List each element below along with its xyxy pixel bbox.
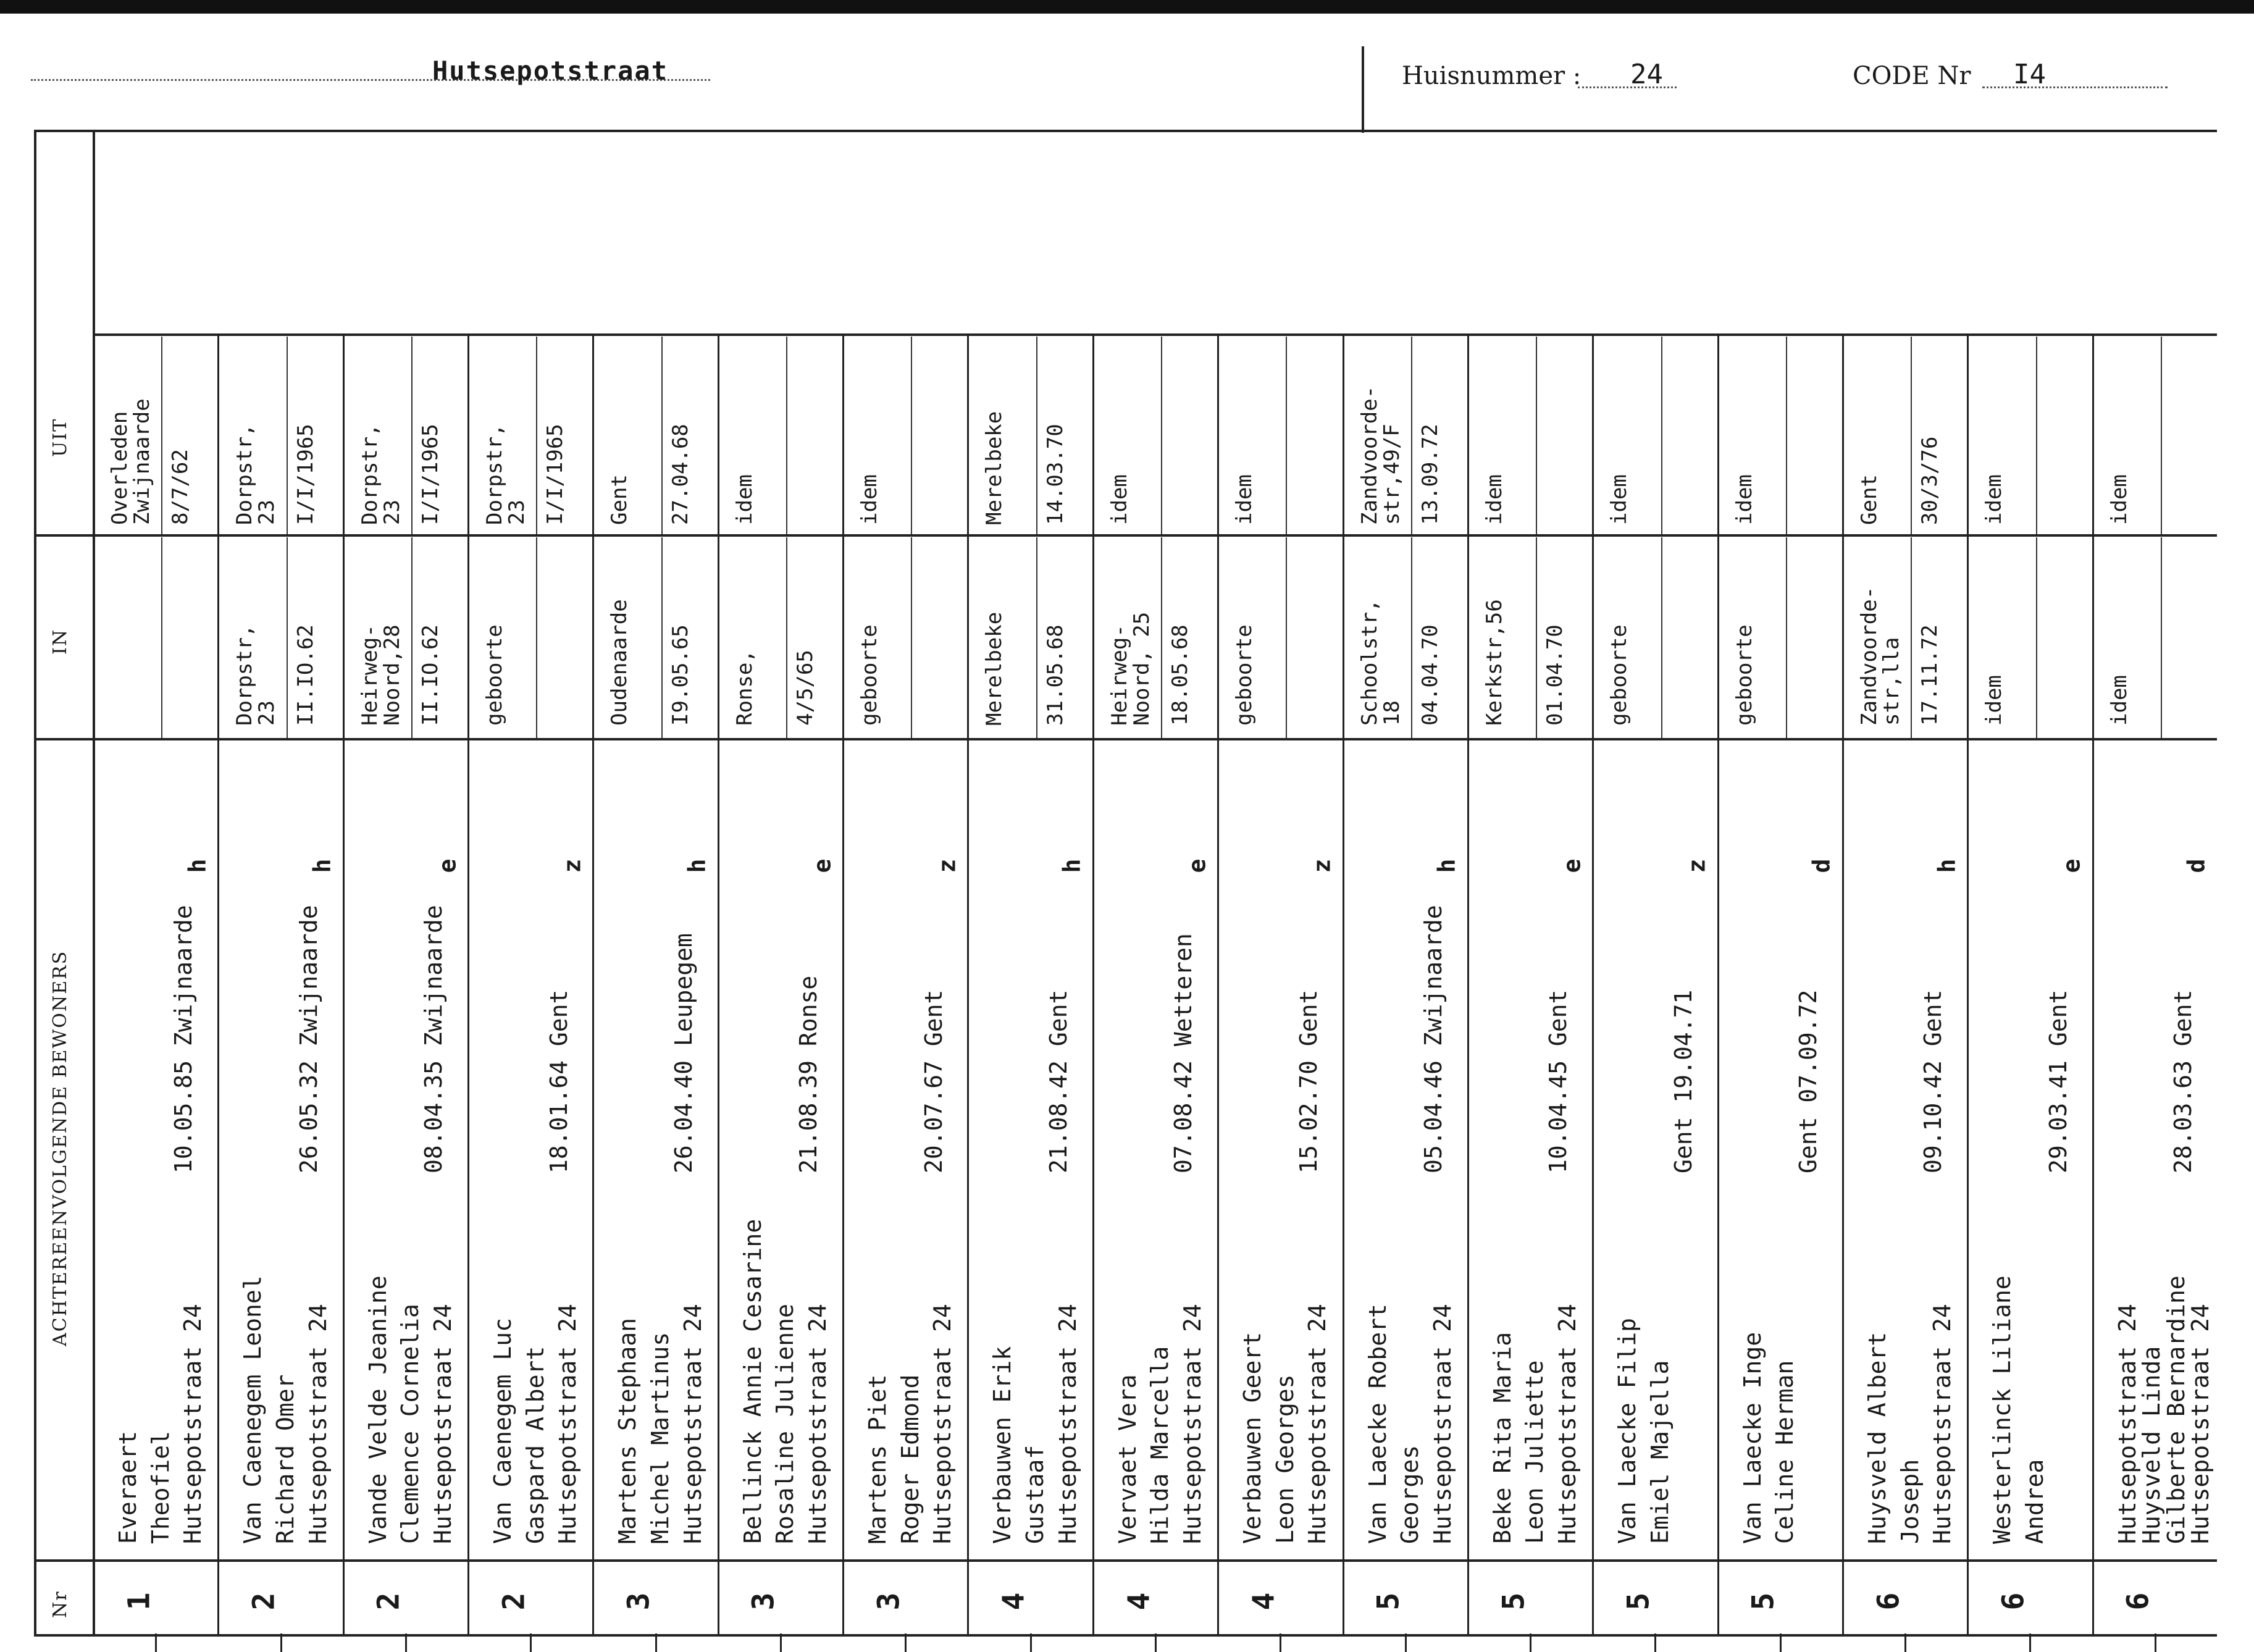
resident-name-line: Hilda Marcella: [1146, 1346, 1174, 1544]
resident-name-line: Vervaet Vera: [1113, 1374, 1141, 1544]
row-number: 4: [1121, 1592, 1156, 1611]
out-cell-split: [1661, 337, 1662, 534]
out-cell-split: [1286, 337, 1287, 534]
row-separator: [1343, 333, 1344, 1637]
row-separator: [1717, 333, 1719, 1637]
out-cell-split: [2161, 337, 2162, 534]
out-cell-split: [786, 337, 787, 534]
out-date: 13.09.72: [1417, 424, 1443, 525]
row-number: 5: [1621, 1592, 1656, 1611]
bottom-tick: [1530, 1633, 1531, 1652]
house-number-value: 24: [1630, 59, 1663, 90]
in-cell-split: [786, 537, 787, 738]
row-number: 2: [496, 1592, 532, 1611]
bottom-tick: [155, 1633, 157, 1652]
resident-sex: e: [2058, 858, 2085, 873]
row-number: 5: [1746, 1592, 1781, 1611]
resident-name-line: Hutsepotstraat 24: [803, 1304, 831, 1544]
resident-name-line: Martens Stephaan: [614, 1317, 642, 1544]
row-separator: [2092, 333, 2094, 1637]
in-cell-split: [1036, 537, 1037, 738]
uit-in-line: [34, 534, 2217, 537]
resident-name-line: Hutsepotstraat 24: [1054, 1304, 1081, 1544]
resident-name-line: Hutsepotstraat 24: [304, 1304, 332, 1544]
resident-sex: h: [1933, 858, 1961, 873]
resident-birth: Gent 07.09.72: [1795, 989, 1822, 1173]
resident-sex: h: [183, 858, 211, 873]
out-cell-split: [911, 337, 912, 534]
bottom-tick: [2155, 1633, 2156, 1652]
code-label: CODE Nr: [1853, 62, 1971, 90]
out-place-line: Zandvoorde-: [1357, 385, 1382, 525]
out-place-line: idem: [1107, 474, 1132, 525]
in-place-line: 23: [254, 700, 280, 726]
bottom-tick: [280, 1633, 282, 1652]
resident-birth: 08.04.35 Zwijnaarde: [420, 905, 448, 1173]
resident-birth: 21.08.42 Gent: [1044, 989, 1072, 1173]
row-separator: [718, 333, 719, 1637]
row-number: 5: [1496, 1592, 1531, 1611]
out-cell-split: [161, 337, 162, 534]
resident-name-line: Michel Martinus: [647, 1331, 674, 1544]
out-cell-split: [1536, 337, 1537, 534]
top-scan-band: [0, 0, 2254, 14]
row-separator: [592, 333, 594, 1637]
row-number: 2: [246, 1592, 282, 1611]
resident-sex: d: [2182, 858, 2210, 873]
in-place-line: geboorte: [1607, 624, 1632, 726]
in-cell-split: [661, 537, 663, 738]
row-number: 3: [621, 1592, 656, 1611]
in-date: 18.05.68: [1168, 624, 1193, 726]
resident-name-line: Huysveld Albert: [1863, 1331, 1891, 1544]
row-number: 6: [1871, 1592, 1906, 1611]
row-separator: [842, 333, 844, 1637]
resident-name-line: Van Laecke Robert: [1364, 1304, 1391, 1544]
row-number: 6: [2121, 1592, 2156, 1611]
out-cell-split: [287, 337, 288, 534]
resident-birth: 20.07.67 Gent: [920, 989, 947, 1173]
bottom-tick: [1405, 1633, 1407, 1652]
resident-name-line: Hutsepotstraat 24: [2113, 1304, 2141, 1544]
row-separator: [1967, 333, 1969, 1637]
resident-birth: 10.05.85 Zwijnaarde: [170, 905, 198, 1173]
residents-nr-line: [34, 1559, 2217, 1562]
out-place-line: idem: [1481, 474, 1507, 525]
in-cell-split: [287, 537, 288, 738]
resident-sex: h: [1433, 858, 1460, 873]
resident-name-line: Hutsepotstraat 24: [1428, 1304, 1456, 1544]
bottom-tick: [1280, 1633, 1281, 1652]
resident-birth: 15.02.70 Gent: [1294, 989, 1322, 1173]
resident-name-line: Georges: [1396, 1444, 1424, 1544]
in-date: 04.04.70: [1417, 624, 1443, 726]
street-name: Hutsepotstraat: [432, 56, 669, 86]
out-cell-split: [1036, 337, 1037, 534]
in-place-line: geboorte: [1732, 624, 1757, 726]
resident-sex: h: [683, 858, 711, 873]
in-place-line: Oudenaarde: [607, 599, 632, 726]
resident-name-line: Theofiel: [146, 1430, 174, 1544]
out-place-line: Gent: [1856, 474, 1882, 525]
resident-name-line: Van Caenegem Luc: [489, 1317, 517, 1544]
out-cell-split: [661, 337, 663, 534]
out-cell-split: [2036, 337, 2037, 534]
resident-birth: 26.04.40 Leupegem: [669, 933, 697, 1173]
resident-name-line: Hutsepotstraat 24: [1304, 1304, 1331, 1544]
out-place-line: str,49/F: [1379, 424, 1404, 525]
resident-sex: h: [308, 858, 336, 873]
out-place-line: idem: [1232, 474, 1257, 525]
resident-name-line: Verbauwen Erik: [989, 1346, 1016, 1544]
out-date: I/I/1965: [418, 424, 443, 525]
resident-name-line: Roger Edmond: [896, 1374, 924, 1544]
header-divider: [1362, 46, 1364, 133]
in-place-line: 18: [1379, 700, 1404, 726]
in-place-line: geboorte: [482, 624, 508, 726]
in-cell-split: [1536, 537, 1537, 738]
out-cell-split: [411, 337, 413, 534]
resident-name-line: Bellinck Annie Cesarine: [739, 1218, 766, 1544]
in-place-line: Ronse,: [732, 650, 757, 726]
in-cell-split: [1661, 537, 1662, 738]
out-place-line: 23: [505, 500, 530, 525]
in-cell-split: [1411, 537, 1412, 738]
out-date: 8/7/62: [168, 449, 193, 525]
resident-name-line: Hutsepotstraat 24: [1929, 1304, 1956, 1544]
in-date: 31.05.68: [1042, 624, 1068, 726]
bottom-tick: [1155, 1633, 1157, 1652]
row-number: 6: [1996, 1592, 2031, 1611]
bottom-tick: [655, 1633, 657, 1652]
resident-sex: h: [1058, 858, 1086, 873]
in-cell-split: [2161, 537, 2162, 738]
resident-name-line: Celine Herman: [1771, 1360, 1799, 1544]
resident-birth: 28.03.63 Gent: [2169, 989, 2197, 1173]
resident-sex: e: [1558, 858, 1586, 873]
out-date: 27.04.68: [668, 424, 693, 525]
resident-birth: 26.05.32 Zwijnaarde: [295, 905, 322, 1173]
in-cell-split: [1161, 537, 1162, 738]
row-number: 2: [371, 1592, 406, 1611]
out-cell-split: [536, 337, 537, 534]
row-number: 4: [1246, 1592, 1281, 1611]
row-separator: [1592, 333, 1594, 1637]
in-place-line: Schoolstr,: [1357, 599, 1382, 726]
in-cell-split: [536, 537, 537, 738]
row-separator: [217, 333, 219, 1637]
resident-sex: z: [1683, 858, 1711, 873]
resident-name-line: Van Laecke Inge: [1738, 1331, 1766, 1544]
out-cell-split: [1161, 337, 1162, 534]
header-column-separator: [93, 130, 95, 1637]
in-place-line: idem: [2106, 675, 2132, 726]
resident-name-line: Beke Rita Maria: [1488, 1331, 1516, 1544]
bottom-tick: [1030, 1633, 1032, 1652]
resident-name-line: Van Caenegem Leonel: [239, 1275, 267, 1544]
in-place-line: str,lla: [1879, 637, 1904, 726]
in-place-line: Zandvoorde-: [1856, 586, 1882, 726]
resident-name-line: Huysveld Linda: [2138, 1346, 2166, 1544]
uit-header: UIT: [49, 417, 71, 457]
in-cell-split: [161, 537, 162, 738]
nr-header: Nr: [49, 1590, 71, 1618]
in-place-line: Dorpstr,: [232, 624, 258, 726]
in-date: 01.04.70: [1543, 624, 1568, 726]
bottom-tick: [405, 1633, 407, 1652]
code-line: [1982, 86, 2168, 88]
resident-name-line: Emiel Majella: [1646, 1360, 1674, 1544]
out-place-line: Gent: [607, 474, 632, 525]
row-number: 1: [122, 1592, 157, 1611]
resident-name-line: Vande Velde Jeanine: [364, 1275, 392, 1544]
resident-name-line: Hutsepotstraat 24: [179, 1304, 207, 1544]
in-date: 4/5/65: [793, 650, 818, 726]
in-cell-split: [1286, 537, 1287, 738]
row-number: 4: [996, 1592, 1031, 1611]
out-place-line: Overleden: [107, 411, 132, 525]
resident-name-line: Martens Piet: [864, 1374, 892, 1544]
in-place-line: Heirweg-: [1107, 624, 1132, 726]
row-number: 3: [746, 1592, 781, 1611]
bottom-tick: [905, 1633, 907, 1652]
row-separator: [1467, 333, 1469, 1637]
row-number: 3: [871, 1592, 907, 1611]
out-place-line: Dorpstr,: [482, 424, 508, 525]
bottom-tick: [530, 1633, 532, 1652]
in-place-line: geboorte: [1232, 624, 1257, 726]
bottom-tick: [1780, 1633, 1782, 1652]
in-place-line: Noord,28: [379, 624, 404, 726]
out-date: 30/3/76: [1917, 436, 1943, 525]
in-place-line: Heirweg-: [357, 624, 382, 726]
resident-name-line: Hutsepotstraat 24: [679, 1304, 706, 1544]
resident-sex: z: [1308, 858, 1336, 873]
resident-name-line: Verbauwen Geert: [1239, 1331, 1267, 1544]
resident-name-line: Van Laecke Filip: [1614, 1317, 1641, 1544]
out-place-line: Dorpstr,: [232, 424, 258, 525]
resident-name-line: Everaert: [114, 1430, 141, 1544]
out-place-line: idem: [1982, 474, 2007, 525]
row-separator: [1842, 333, 1844, 1637]
resident-name-line: Gaspard Albert: [521, 1346, 549, 1544]
resident-name-line: Leon Juliette: [1521, 1360, 1549, 1544]
out-place-line: idem: [1732, 474, 1757, 525]
in-date: II.IO.62: [418, 624, 443, 726]
in-place-line: Merelbeke: [982, 611, 1007, 726]
resident-sex: z: [933, 858, 961, 873]
in-header: IN: [49, 628, 71, 655]
row-separator: [467, 333, 469, 1637]
code-value: I4: [2013, 59, 2046, 90]
resident-birth: 05.04.46 Zwijnaarde: [1419, 905, 1447, 1173]
resident-name-line: Hutsepotstraat 24: [929, 1304, 957, 1544]
resident-sex: e: [433, 858, 461, 873]
residents-header: ACHTEREENVOLGENDE BEWONERS: [49, 950, 71, 1346]
in-place-line: geboorte: [857, 624, 882, 726]
bottom-tick: [2029, 1633, 2031, 1652]
row-separator: [343, 333, 345, 1637]
out-date: I/I/1965: [543, 424, 568, 525]
in-place-line: Kerkstr,56: [1481, 599, 1507, 726]
out-cell-split: [1786, 337, 1787, 534]
out-place-line: Zwijnaarde: [130, 398, 154, 525]
resident-sex: e: [808, 858, 836, 873]
in-place-line: Noord, 25: [1129, 611, 1154, 726]
bottom-tick: [780, 1633, 782, 1652]
in-date: I9.05.65: [668, 624, 693, 726]
resident-name-line: Andrea: [2021, 1459, 2048, 1544]
resident-name-line: Joseph: [1896, 1459, 1924, 1544]
row-number: 5: [1371, 1592, 1406, 1611]
resident-birth: 18.01.64 Gent: [545, 989, 572, 1173]
in-cell-split: [2036, 537, 2037, 738]
resident-name-line: Rosaline Julienne: [771, 1304, 799, 1544]
in-date: 17.11.72: [1917, 624, 1943, 726]
resident-name-line: Hutsepotstraat 24: [2187, 1304, 2214, 1544]
resident-birth: 10.04.45 Gent: [1544, 989, 1572, 1173]
out-place-line: idem: [857, 474, 882, 525]
out-date: I/I/1965: [293, 424, 318, 525]
resident-sex: z: [558, 858, 586, 873]
resident-sex: e: [1183, 858, 1211, 873]
resident-name-line: Clemence Cornelia: [396, 1304, 424, 1544]
out-place-line: idem: [1607, 474, 1632, 525]
out-place-line: Merelbeke: [982, 411, 1007, 525]
row-separator: [1092, 333, 1094, 1637]
out-cell-split: [1911, 337, 1912, 534]
resident-name-line: Leon Georges: [1271, 1374, 1299, 1544]
out-date: 14.03.70: [1042, 424, 1068, 525]
out-place-line: Dorpstr,: [357, 424, 382, 525]
resident-name-line: Hutsepotstraat 24: [554, 1304, 582, 1544]
row-separator: [967, 333, 969, 1637]
in-place-line: idem: [1982, 675, 2007, 726]
resident-sex: d: [1808, 858, 1835, 873]
in-date: II.IO.62: [293, 624, 318, 726]
in-residents-line: [34, 738, 2217, 740]
resident-name-line: Westerlinck Liliane: [1988, 1275, 2016, 1544]
resident-birth: 21.08.39 Ronse: [795, 975, 823, 1173]
row-separator: [1217, 333, 1219, 1637]
out-place-line: 23: [254, 500, 280, 525]
bottom-tick: [1654, 1633, 1656, 1652]
resident-name-line: Hutsepotstraat 24: [1554, 1304, 1582, 1544]
resident-birth: 09.10.42 Gent: [1919, 989, 1947, 1173]
resident-name-line: Gilberte Bernardine: [2162, 1275, 2190, 1544]
in-cell-split: [1786, 537, 1787, 738]
resident-name-line: Hutsepotstraat 24: [429, 1304, 456, 1544]
out-place-line: idem: [2106, 474, 2132, 525]
uit-top-line: [93, 333, 2217, 336]
out-place-line: idem: [732, 474, 757, 525]
out-cell-split: [1411, 337, 1412, 534]
resident-name-line: Gustaaf: [1021, 1444, 1049, 1544]
out-place-line: 23: [379, 500, 404, 525]
resident-name-line: Richard Omer: [271, 1374, 299, 1544]
in-cell-split: [1911, 537, 1912, 738]
resident-birth: 07.08.42 Wetteren: [1170, 933, 1197, 1173]
resident-birth: Gent 19.04.71: [1669, 989, 1697, 1173]
house-number-label: Huisnummer :: [1402, 62, 1582, 90]
bottom-tick: [1904, 1633, 1906, 1652]
in-cell-split: [911, 537, 912, 738]
resident-name-line: Hutsepotstraat 24: [1179, 1304, 1207, 1544]
resident-birth: 29.03.41 Gent: [2044, 989, 2072, 1173]
in-cell-split: [411, 537, 413, 738]
